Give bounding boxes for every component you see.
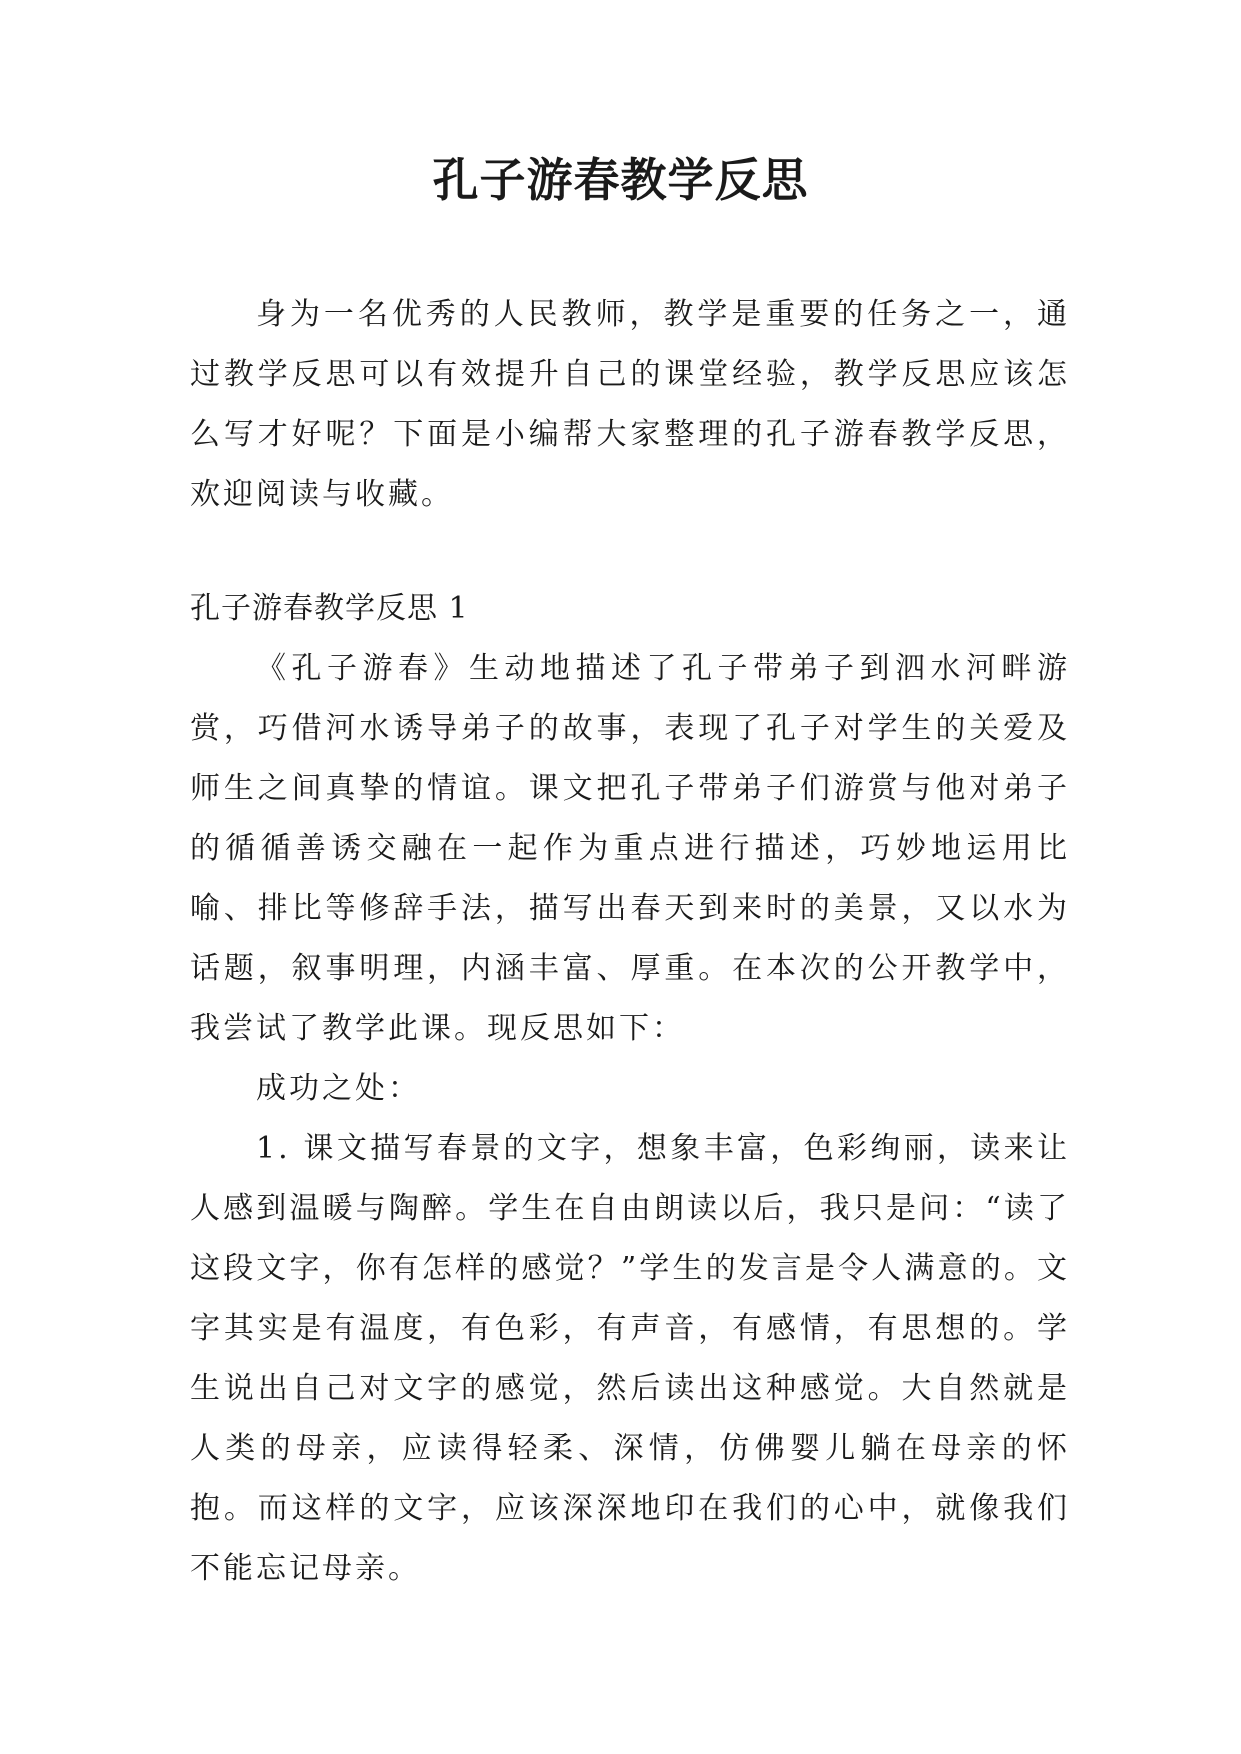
section-paragraph-1: 《孔子游春》生动地描述了孔子带弟子到泗水河畔游赏，巧借河水诱导弟子的故事，表现了孔子对学生的关爱及师生之间真挚的情谊。课文把孔子带弟子们游赏与他对弟子的循循善诱交融在一起作为重点进行描述，巧妙地运用比喻、排比等修辞手法，描写出春天到来时的美景，又以水为话题，叙事明理，内涵丰富、厚重。在本次的公开教学中，我尝试了教学此课。现反思如下： <box>190 651 1070 1046</box>
paragraph-gap <box>190 525 1070 579</box>
intro-paragraph: 身为一名优秀的人民教师，教学是重要的任务之一，通过教学反思可以有效提升自己的课堂经验，教学反思应该怎么写才好呢？下面是小编帮大家整理的孔子游春教学反思，欢迎阅读与收藏。 <box>190 297 1070 512</box>
section-heading: 孔子游春教学反思 1 <box>190 591 469 626</box>
section-paragraph-3: 1. 课文描写春景的文字，想象丰富，色彩绚丽，读来让人感到温暖与陶醉。学生在自由朗读以后，我只是问：“读了这段文字，你有怎样的感觉？”学生的发言是令人满意的。文字其实是有温度，有色彩，有声音，有感情，有思想的。学生说出自己对文字的感觉，然后读出这种感觉。大自然就是人类的母亲，应读得轻柔、深情，仿佛婴儿躺在母亲的怀抱。而这样的文字，应该深深地印在我们的心中，就像我们不能忘记母亲。 <box>190 1131 1070 1586</box>
document-title: 孔子游春教学反思 <box>432 153 809 207</box>
section-paragraph-2: 成功之处： <box>256 1071 421 1106</box>
document-body <box>190 285 1070 1599</box>
